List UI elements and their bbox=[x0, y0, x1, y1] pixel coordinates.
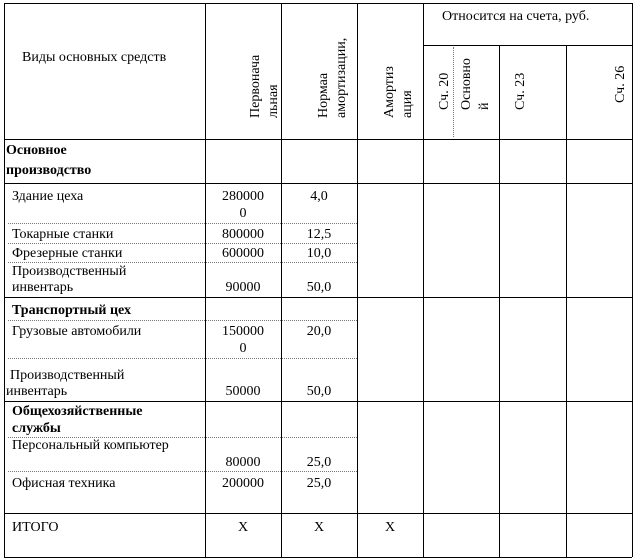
header-initial-1: Первонача bbox=[248, 54, 263, 118]
row-name: Грузовые автомобили bbox=[12, 324, 142, 339]
header-amort-2: ация bbox=[400, 90, 415, 118]
header-group-title: Относится на счета, руб. bbox=[442, 9, 590, 24]
row-initial-value: 280000 bbox=[222, 189, 264, 204]
row-norm: 12,5 bbox=[306, 227, 332, 242]
row-name: Производственный bbox=[12, 264, 127, 279]
total-amort: Х bbox=[384, 520, 396, 535]
header-acc20-main-2: й bbox=[477, 102, 492, 110]
header-acc20: Сч. 20 bbox=[437, 72, 452, 110]
header-initial-2: льная bbox=[266, 84, 281, 118]
row-initial-value: 600000 bbox=[222, 246, 264, 261]
row-name: Фрезерные станки bbox=[12, 246, 123, 261]
row-name: Офисная техника bbox=[12, 476, 116, 491]
row-initial-value: 90000 bbox=[225, 280, 261, 295]
row-initial-value: 150000 bbox=[222, 324, 264, 339]
row-name: Персональный компьютер bbox=[12, 438, 169, 453]
row-name: Производственный bbox=[10, 368, 125, 383]
row-norm: 10,0 bbox=[306, 246, 332, 261]
row-norm: 20,0 bbox=[306, 324, 332, 339]
total-label: ИТОГО bbox=[12, 520, 59, 535]
section-main-production-2: производство bbox=[6, 163, 92, 178]
section-general-1: Общехозяйственные bbox=[12, 404, 143, 419]
row-initial-value: 50000 bbox=[225, 384, 261, 399]
row-name: Токарные станки bbox=[12, 227, 114, 242]
header-acc26: Сч. 26 bbox=[613, 65, 628, 103]
total-initial: Х bbox=[237, 520, 249, 535]
header-amort-1: Амортиз bbox=[382, 66, 397, 118]
section-main-production-1: Основное bbox=[6, 143, 67, 158]
row-initial-value: 200000 bbox=[222, 476, 264, 491]
row-initial-value: 80000 bbox=[225, 455, 261, 470]
row-name-cont: инвентарь bbox=[6, 384, 68, 399]
row-initial-value: 800000 bbox=[222, 227, 264, 242]
section-transport: Транспортный цех bbox=[12, 303, 131, 318]
header-norm-2: амортизации, bbox=[334, 37, 349, 118]
row-norm: 25,0 bbox=[306, 455, 332, 470]
total-norm: Х bbox=[313, 520, 325, 535]
header-norm-1: Нормаа bbox=[316, 72, 331, 118]
row-norm: 50,0 bbox=[306, 384, 332, 399]
header-acc23: Сч. 23 bbox=[513, 72, 528, 110]
row-norm: 4,0 bbox=[310, 189, 328, 204]
row-norm: 50,0 bbox=[306, 280, 332, 295]
header-acc20-main-1: Основно bbox=[459, 58, 474, 110]
row-norm: 25,0 bbox=[306, 476, 332, 491]
row-name: Здание цеха bbox=[12, 189, 84, 204]
row-initial-value-cont: 0 bbox=[239, 206, 247, 221]
section-general-2: службы bbox=[12, 421, 61, 436]
row-name-cont: инвентарь bbox=[12, 280, 74, 295]
header-name: Виды основных средств bbox=[22, 50, 167, 65]
row-initial-value-cont: 0 bbox=[239, 341, 247, 356]
